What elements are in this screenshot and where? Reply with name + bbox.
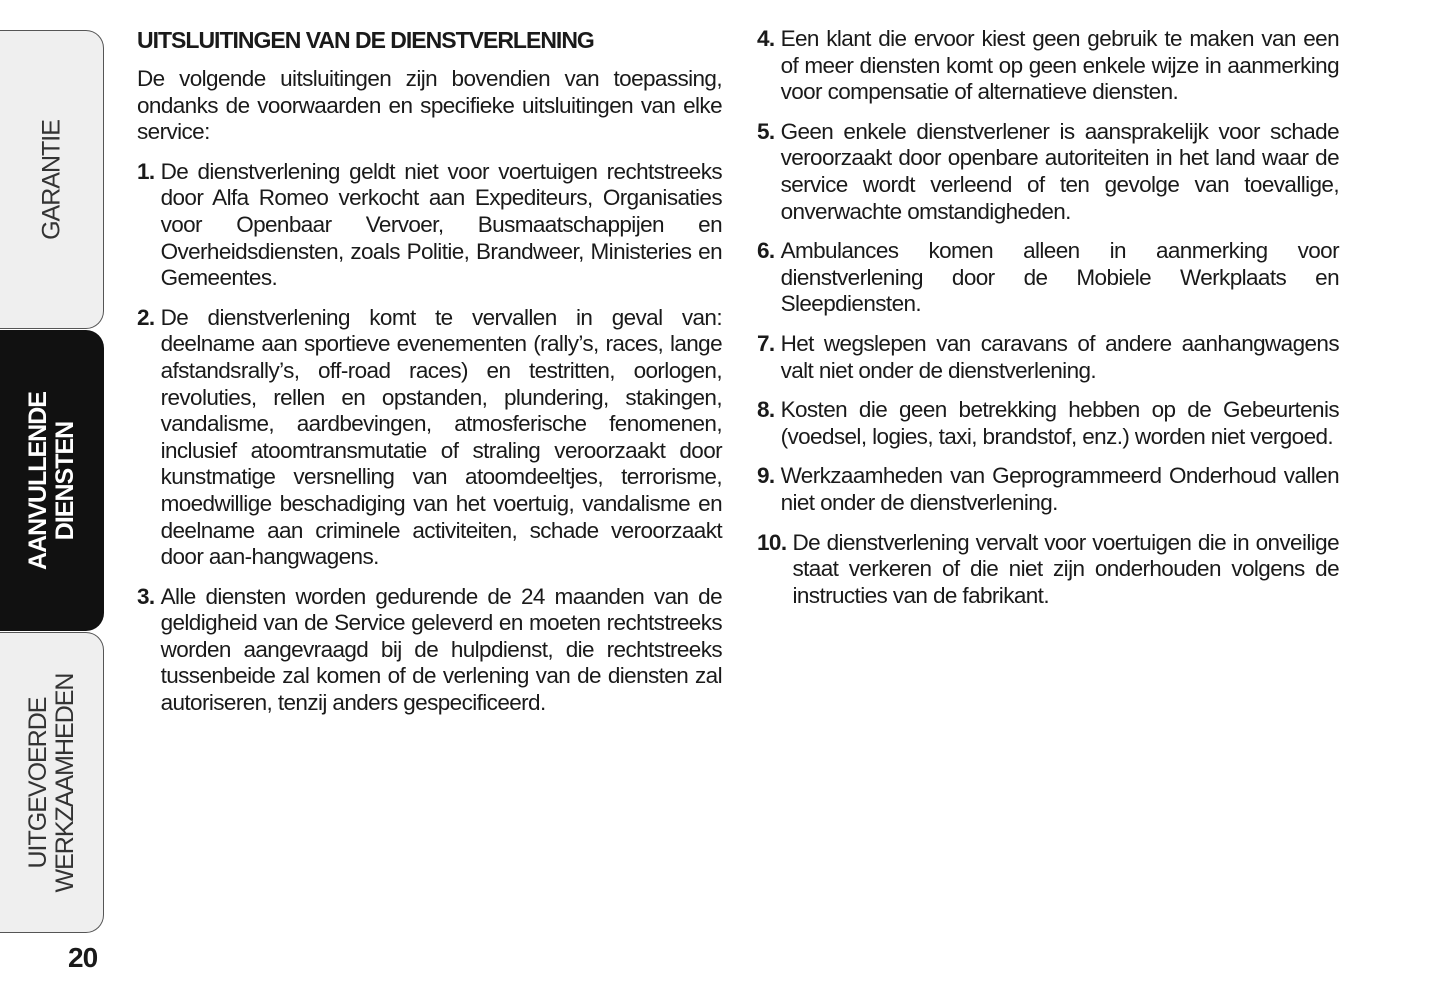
page-number: 20 [68,942,98,973]
left-column [137,26,722,730]
list-item: 1. De dienstverlening geldt niet voor voertuigen rechtstreeks door Alfa Romeo verkocht aan Expediteurs, Organisaties voor Openbaar Vervoer, Busmaatschappijen en Overheidsdiensten, zoals Politie, Brandweer, Ministeries en Gemeentes. [137,158,722,291]
list-item: 7. Het wegslepen van caravans of andere aanhangwagens valt niet onder de dienstverlening. [757,330,1339,383]
list-item: 6. Ambulances komen alleen in aanmerking voor dienstverlening door de Mobiele Werkplaats en Sleepdiensten. [757,238,1339,317]
list-item: 4. Een klant die ervoor kiest geen gebruik te maken van een of meer diensten komt op geen enkele wijze in aanmerking voor compensatie of alternatieve diensten. [757,26,1339,105]
list-item: 3. Alle diensten worden gedurende de 24 maanden van de geldigheid van de Service geleverd en moeten rechtstreeks worden aangevraagd bij de hulpdienst, die rechtstreeks tussenbeide zal komen of de verlening van de diensten zal autoriseren, tenzij anders gespecificeerd. [137,583,722,716]
tab-label: AANVULLENDE DIENSTEN [23,391,79,570]
list-item: 10. De dienstverlening vervalt voor voertuigen die in onveilige staat verkeren of die niet zijn onderhouden volgens de instructies van de fabrikant. [757,529,1339,608]
list-item: 8. Kosten die geen betrekking hebben op de Gebeurtenis (voedsel, logies, taxi, brandstof, enz.) worden niet vergoed. [757,397,1339,449]
tab-uitgevoerde-werkzaamheden[interactable] [0,632,104,933]
section-heading: UITSLUITINGEN VAN DE DIENSTVERLENING [137,27,594,53]
list-item: 2. De dienstverlening komt te vervallen in geval van: deelname aan sportieve evenementen (rally’s, races, lange afstandsrally’s, off-road races) en testritten, oorlogen, revoluties, rellen en opstanden, plundering, stakingen, vandalisme, aardbevingen, atmosferische fenomenen, inclusief atoomtransmutatie of straling veroorzaakt door kunstmatige versnelling van atoomdeeltjes, terrorisme, moedwillige beschadiging van het voertuig, vandalisme en deelname aan criminele activiteiten, schade veroorzaakt door aan-hangwagens. [137,304,722,570]
list-item: 5. Geen enkele dienstverlener is aansprakelijk voor schade veroorzaakt door openbare autoriteiten in het land waar de service wordt verleend of ten gevolge van toevallige, onverwachte omstandigheden. [757,118,1339,224]
tab-aanvullende-diensten[interactable] [0,330,104,631]
intro-paragraph: De volgende uitsluitingen zijn bovendien van toepassing, ondanks de voorwaarden en specifieke uitsluitingen van elke service: [137,66,722,145]
tab-label: GARANTIE [37,119,65,240]
list-item: 9. Werkzaamheden van Geprogrammeerd Onderhoud vallen niet onder de dienstverlening. [757,463,1339,515]
right-column [757,26,1339,622]
tab-label: UITGEVOERDE WERKZAAMHEDEN [23,673,79,892]
tab-garantie[interactable] [0,30,104,329]
